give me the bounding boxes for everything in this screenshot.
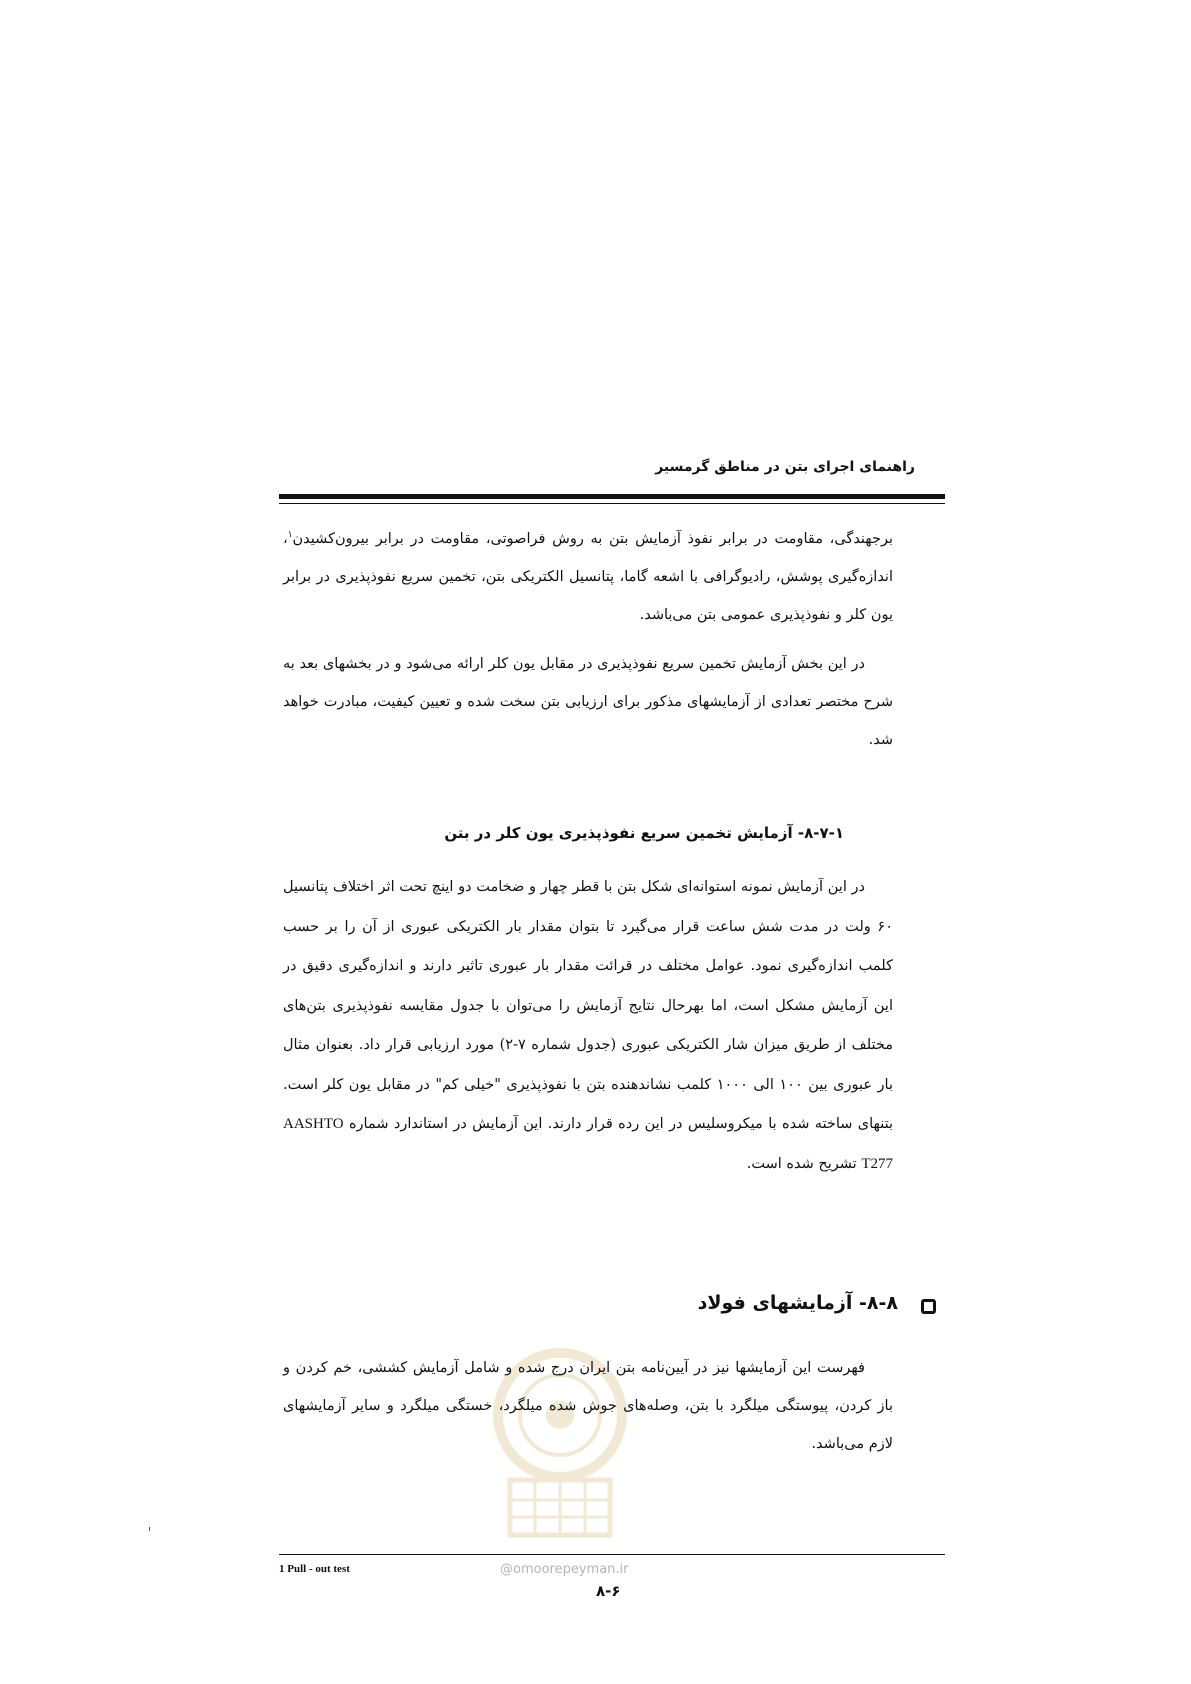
paragraph-steel-tests [283,1349,893,1463]
paragraph-chloride-test [283,868,893,1184]
margin-mark [149,1527,150,1531]
running-head-title: راهنمای اجرای بتن در مناطق گرمسیر [655,459,915,475]
section-box-icon [921,1299,936,1314]
paragraph-steel-tests-text: فهرست این آزمایشها نیز در آیین‌نامه بتن ایران درج شده و شامل آزمایش کششی، خم کردن و باز کردن، پیوستگی میلگرد با بتن، وصله‌های جوش شده میلگرد، خستگی میلگرد و سایر آزمایشهای لازم می‌باشد. [283,1360,893,1452]
footnote-ref-1: ۱ [287,530,293,540]
watermark-url: @omoorepeyman.ir [500,1562,629,1577]
header-rule-thin [279,503,945,504]
paragraph-overview-text: در این بخش آزمایش تخمین سریع نفوذپذیری در مقابل یون کلر ارائه می‌شود و در بخشهای بعد به شرح مختصر تعدادی از آزمایشهای مذکور برای ارزیابی بتن سخت شده و تعیین کیفیت، مبادرت خواهد شد. [283,656,893,748]
page-number: ۸-۶ [596,1582,621,1600]
paragraph-intro-text-a: برجهندگی، مقاومت در برابر نفوذ آزمایش بتن به روش فراصوتی، مقاومت در برابر بیرون‌کشیدن [292,530,893,547]
footnote: 1 Pull - out test [279,1563,350,1575]
paragraph-intro-text-b: ، اندازه‌گیری پوشش، رادیوگرافی با اشعه گاما، پتانسیل الکتریکی بتن، تخمین سریع نفوذپذیری در برابر یون کلر و نفوذپذیری عمومی بتن می‌باشد. [283,530,893,623]
standard-code: AASHTO T277 [283,1116,893,1172]
section-heading-8-7-1: ۸-۷-۱- آزمایش تخمین سریع نفوذپذیری یون کلر در بتن [444,824,844,842]
paragraph-intro [283,516,893,634]
footnote-rule [279,1554,945,1555]
paragraph-overview [283,645,893,759]
header-rule-thick [279,494,945,499]
section-heading-8-8: ۸-۸- آزمایشهای فولاد [697,1292,898,1314]
paragraph-chloride-test-end: تشریح شده است. [746,1155,857,1172]
paragraph-chloride-test-text: در این آزمایش نمونه استوانه‌ای شکل بتن با قطر چهار و ضخامت دو اینچ تحت اثر اختلاف پتانسیل ۶۰ ولت در مدت شش ساعت قرار می‌گیرد تا بتوان مقدار بار الکتریکی عبوری از آن را بر حسب کلمب اندازه‌گیری نمود. عوامل مختلف در قرائت مقدار بار عبوری تاثیر دارند و اندازه‌گیری دقیق در این آزمایش مشکل است، اما بهرحال نتایج آزمایش را می‌توان با جدول مقایسه نفوذپذیری بتن‌های مختلف از طریق میزان شار الکتریکی عبوری (جدول شماره ۷-۲) مورد ارزیابی قرار داد. بعنوان مثال بار عبوری بین ۱۰۰ الی ۱۰۰۰ کلمب نشاندهنده بتن با نفوذپذیری "خیلی کم" در مقابل یون کلر است. بتنهای ساخته شده با میکروسلیس در این رده قرار دارند. این آزمایش در استاندارد شماره [283,879,894,1132]
